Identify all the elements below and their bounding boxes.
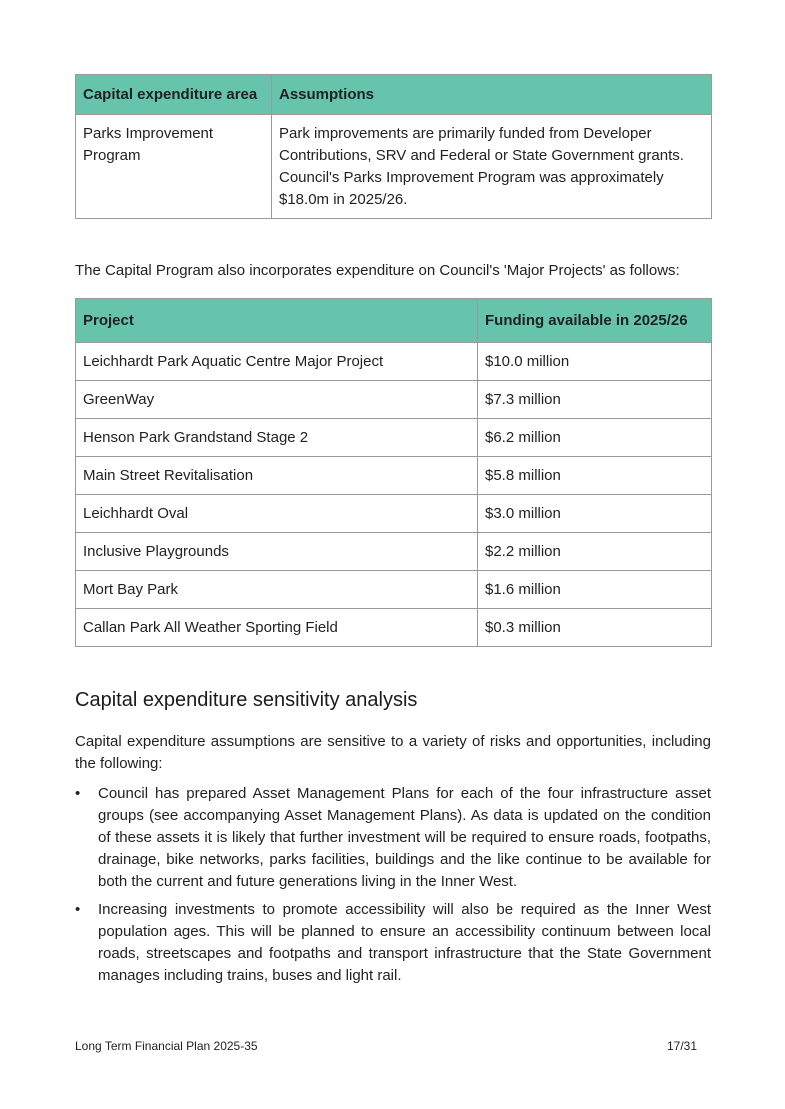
page-number: 17/31 [666, 1039, 697, 1053]
cell-project: Leichhardt Park Aquatic Centre Major Project [76, 343, 478, 381]
section-paragraph: Capital expenditure assumptions are sensitive to a variety of risks and opportunities, including the following: [75, 733, 711, 772]
table-row [76, 343, 712, 381]
table-row [76, 609, 712, 647]
capex-assumptions-table [75, 74, 712, 219]
table-row [76, 533, 712, 571]
cell-funding: $7.3 million [478, 381, 712, 419]
column-header-funding: Funding available in 2025/26 [478, 299, 712, 343]
table-row [76, 115, 712, 219]
table-row [76, 457, 712, 495]
section-heading: Capital expenditure sensitivity analysis [75, 689, 418, 711]
cell-funding: $3.0 million [478, 495, 712, 533]
column-header-project: Project [76, 299, 478, 343]
cell-assumption: Park improvements are primarily funded from Developer Contributions, SRV and Federal or State Government grants. Council's Parks Improvement Program was approximately $18.0m in 2025/26. [272, 115, 712, 219]
page-footer [75, 1038, 711, 1054]
cell-funding: $5.8 million [478, 457, 712, 495]
column-header-assumptions: Assumptions [272, 75, 712, 115]
list-item [75, 899, 711, 987]
cell-project: Leichhardt Oval [76, 495, 478, 533]
intro-paragraph: The Capital Program also incorporates expenditure on Council's 'Major Projects' as follows: [75, 262, 680, 279]
cell-funding: $6.2 million [478, 419, 712, 457]
cell-project: Main Street Revitalisation [76, 457, 478, 495]
cell-project: GreenWay [76, 381, 478, 419]
table-row [76, 495, 712, 533]
bullet-marker: • [75, 785, 81, 802]
footer-title: Long Term Financial Plan 2025-35 [75, 1039, 258, 1053]
cell-funding: $2.2 million [478, 533, 712, 571]
cell-area: Parks Improvement Program [76, 115, 272, 219]
list-item [75, 783, 711, 893]
document-page [75, 74, 711, 993]
cell-project: Inclusive Playgrounds [76, 533, 478, 571]
table-row [76, 571, 712, 609]
major-projects-table [75, 298, 712, 647]
list-item-text: Council has prepared Asset Management Plans for each of the four infrastructure asset groups (see accompanying Asset Management Plans). As data is updated on the condition of these assets it is likely that further investment will be required to ensure roads, footpaths, drainage, bike networks, parks facilities, buildings and the like continue to be available for both the current and future generations living in the Inner West. [98, 785, 711, 890]
risk-bullet-list [75, 783, 711, 987]
list-item-text: Increasing investments to promote accessibility will also be required as the Inner West population ages. This will be planned to ensure an accessibility continuum between local roads, streetscapes and footpaths and transport infrastructure that the State Government manages including trains, buses and light rail. [98, 901, 711, 984]
table-row [76, 419, 712, 457]
table-row [76, 381, 712, 419]
cell-funding: $1.6 million [478, 571, 712, 609]
bullet-marker: • [75, 901, 81, 918]
table-header-row [76, 299, 712, 343]
cell-project: Henson Park Grandstand Stage 2 [76, 419, 478, 457]
cell-project: Mort Bay Park [76, 571, 478, 609]
table-header-row [76, 75, 712, 115]
cell-funding: $10.0 million [478, 343, 712, 381]
cell-funding: $0.3 million [478, 609, 712, 647]
column-header-area: Capital expenditure area [76, 75, 272, 115]
cell-project: Callan Park All Weather Sporting Field [76, 609, 478, 647]
